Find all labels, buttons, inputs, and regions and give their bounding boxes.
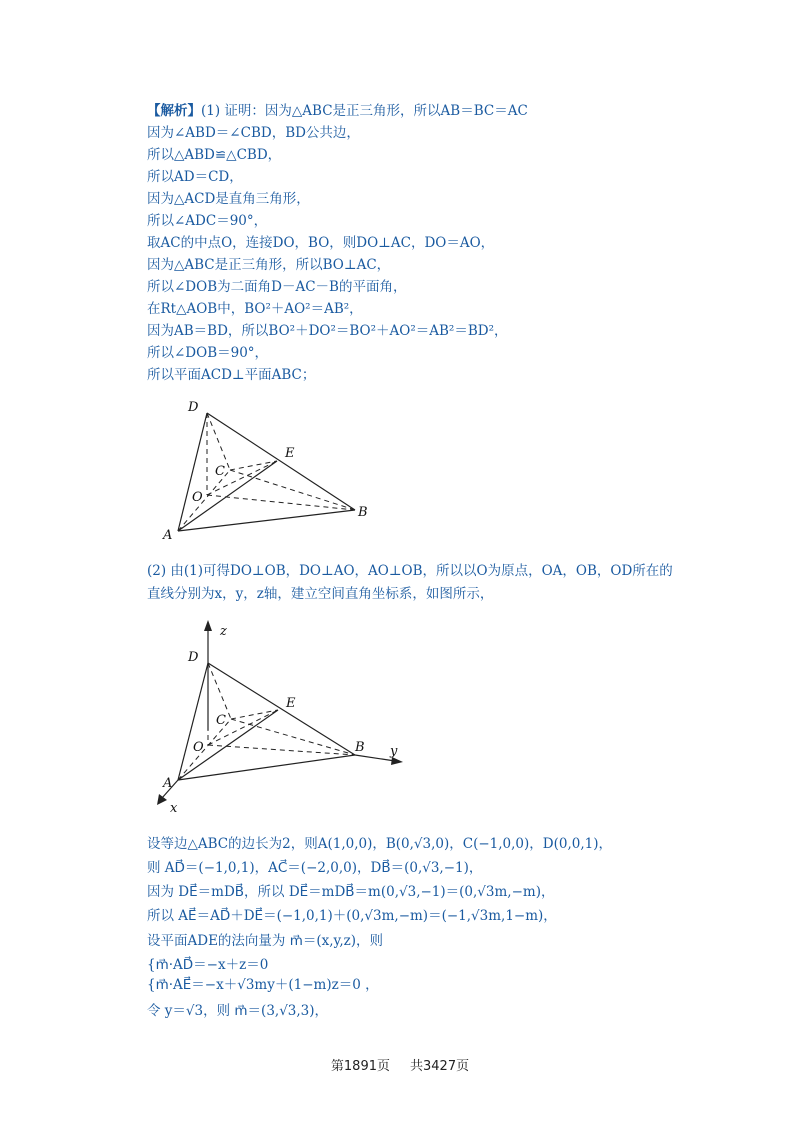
- part3-line-2: 则 AD⃗＝(−1,0,1)，AC⃗＝(−2,0,0)，DB⃗＝(0,√3,−1)，: [147, 860, 483, 876]
- solution-tag: 【解析】: [147, 103, 201, 119]
- page-number: 第1891页: [330, 1059, 390, 1074]
- part2-line-2: 直线分别为x，y，z轴，建立空间直角坐标系，如图所示，: [147, 586, 494, 602]
- system-line-2: {m⃗·AE⃗＝−x＋√3my＋(1−m)z＝0 ，: [147, 977, 379, 993]
- solution-line-3: 所以△ABD≌△CBD，: [147, 147, 282, 163]
- label-E: E: [285, 446, 295, 461]
- part3-line-5: 设平面ADE的法向量为 m⃗＝(x,y,z)，则: [147, 933, 384, 949]
- part3-line-8: 令 y＝√3，则 m⃗＝(3,√3,3)，: [147, 1003, 329, 1019]
- z-axis-arrow: [204, 620, 212, 631]
- solution-line-8: 因为△ABC是正三角形，所以BO⊥AC，: [147, 257, 391, 273]
- solution-line-7: 取AC的中点O，连接DO，BO，则DO⊥AC，DO＝AO，: [147, 235, 495, 251]
- label-x: x: [170, 801, 178, 816]
- pyramid-figure-1: [150, 395, 390, 549]
- y-axis: [355, 755, 395, 761]
- solution-line-1: [147, 101, 528, 121]
- solution-line-2: 因为∠ABD＝∠CBD，BD公共边，: [147, 125, 360, 141]
- label-A: A: [163, 776, 173, 791]
- label-z: z: [220, 624, 227, 639]
- label-C: C: [216, 713, 226, 728]
- label-D: D: [188, 650, 199, 665]
- label-D: D: [188, 400, 199, 415]
- solution-line-12: 所以∠DOB＝90°，: [147, 345, 269, 361]
- label-B: B: [358, 505, 368, 520]
- edge-OB: [207, 495, 355, 510]
- label-A: A: [163, 528, 173, 543]
- page-footer: [0, 1055, 800, 1074]
- system-line-1: {m⃗·AD⃗＝−x＋z＝0: [147, 957, 269, 973]
- total-pages: 共3427页: [410, 1059, 470, 1074]
- part3-line-1: 设等边△ABC的边长为2，则A(1,0,0)，B(0,√3,0)，C(−1,0,0)，D(0,0,1)，: [147, 836, 612, 852]
- solution-line-6: 所以∠ADC＝90°，: [147, 213, 268, 229]
- solution-line-13: 所以平面ACD⊥平面ABC；: [147, 367, 316, 383]
- solution-line-9: 所以∠DOB为二面角D－AC－B的平面角，: [147, 279, 407, 295]
- label-C: C: [215, 464, 225, 479]
- label-O: O: [192, 490, 203, 505]
- label-O: O: [193, 740, 204, 755]
- part3-line-4: 所以 AE⃗＝AD⃗＋DE⃗＝(−1,0,1)＋(0,√3m,−m)＝(−1,√3m,1−m)，: [147, 908, 557, 924]
- label-y: y: [390, 744, 398, 759]
- edge-AB: [178, 510, 355, 531]
- edge-DB: [208, 663, 355, 755]
- solution-line-11: 因为AB＝BD，所以BO²＋DO²＝BO²＋AO²＝AB²＝BD²，: [147, 323, 508, 339]
- solution-line-5: 因为△ACD是直角三角形，: [147, 191, 310, 207]
- edge-DC: [208, 663, 231, 719]
- x-axis-arrow: [157, 794, 167, 805]
- label-B: B: [355, 740, 365, 755]
- edge-AB: [178, 755, 355, 780]
- line-text: (1) 证明：因为△ABC是正三角形，所以AB＝BC＝AC: [201, 103, 528, 119]
- edge-OB: [208, 745, 355, 755]
- pyramid-coordinate-figure: [148, 615, 418, 819]
- solution-line-4: 所以AD＝CD，: [147, 169, 243, 185]
- edge-DC: [207, 413, 230, 470]
- part3-line-3: 因为 DE⃗＝mDB⃗，所以 DE⃗＝mDB⃗＝m(0,√3,−1)＝(0,√3m,−m)，: [147, 884, 555, 900]
- label-E: E: [286, 696, 296, 711]
- solution-line-10: 在Rt△AOB中，BO²＋AO²＝AB²，: [147, 301, 363, 317]
- part2-line-1: (2) 由(1)可得DO⊥OB，DO⊥AO，AO⊥OB，所以以O为原点，OA，OB，OD所在的: [147, 563, 673, 579]
